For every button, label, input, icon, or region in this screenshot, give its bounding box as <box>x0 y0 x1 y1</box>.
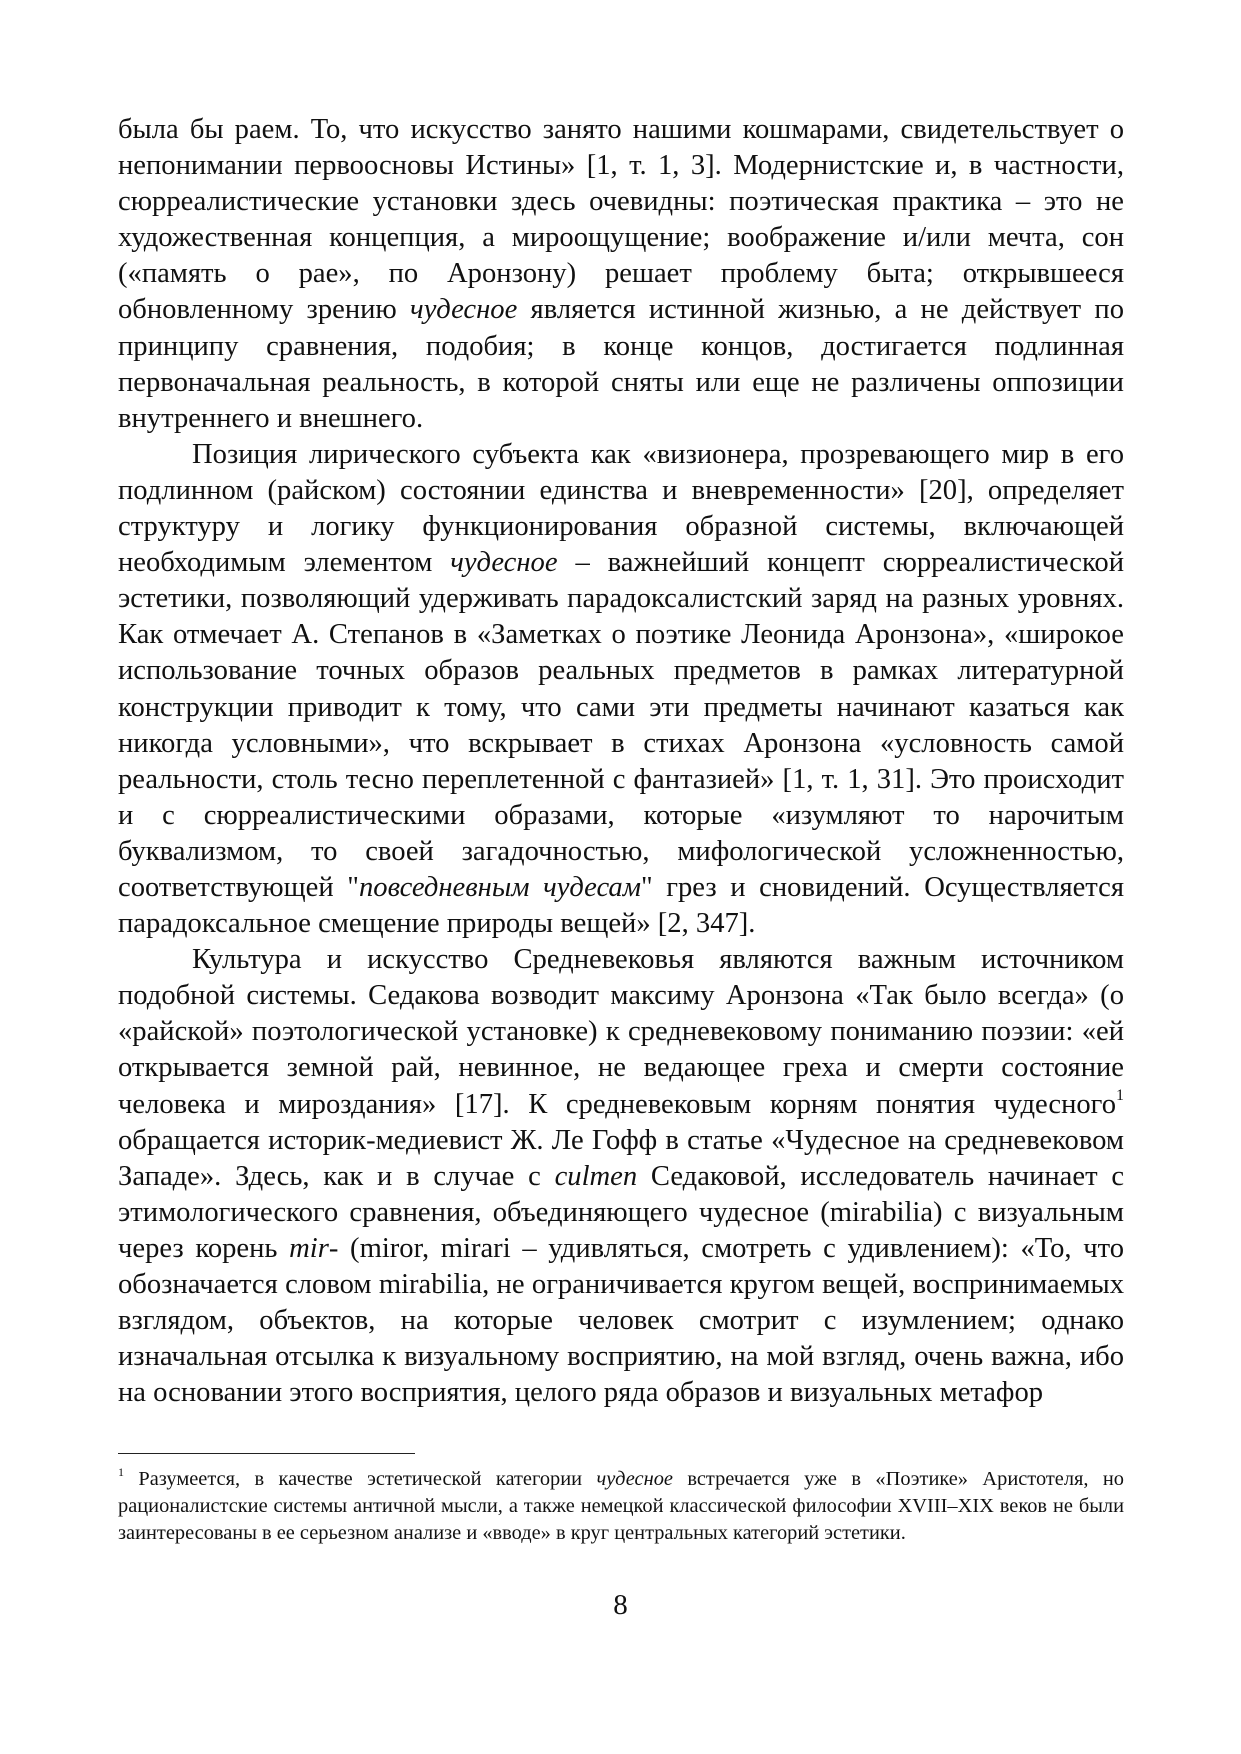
italic-term: чудесное <box>596 1468 673 1490</box>
text-run: " грез и сновидений. Осуществляется парадоксальное смещение природы вещей» [2, 347]. <box>118 871 1124 940</box>
text-run: Культура и искусство Средневековья являются важным источником подобной системы. Седакова возводит максиму Аронзона «Так было всегда» (о «райской» поэтологической установке) к средневековому пониманию поэзии: «ей открывается земной рай, невинное, не ведающее греха и смерти состояние человека и мироздания» [17]. К средневековым корням понятия чудесного <box>118 944 1124 1120</box>
italic-term: чудесное <box>450 547 558 579</box>
italic-term: mir <box>289 1232 329 1264</box>
text-run: - (miror, mirari – удивляться, смотреть с удивлением): «То, что обозначается словом mirabilia, не ограничивается кругом вещей, воспринимаемых взглядом, объектов, на которые человек смотрит с изумлением; однако изначальная отсылка к визуальному восприятию, на мой взгляд, очень важна, ибо на основании этого восприятия, целого ряда образов и визуальных метафор <box>118 1232 1124 1409</box>
text-run: обращается историк-медиевист Ж. Ле Гофф в статье «Чудесное на средневековом Западе». Здесь, как и в случае с <box>118 1124 1124 1192</box>
italic-term: culmen <box>554 1160 638 1192</box>
text-run: является истинной жизнью, а не действует по принципу сравнения, подобия; в конце концов, достигается подлинная первоначальная реальность, в которой сняты или еще не различены оппозиции внутреннего и внешнего. <box>118 294 1124 434</box>
paragraph <box>118 437 1124 942</box>
footnote <box>118 1466 1124 1547</box>
page-number: 8 <box>613 1589 628 1621</box>
main-text <box>118 112 1124 1411</box>
paragraph <box>118 942 1124 1411</box>
paragraph <box>118 112 1124 437</box>
text-run: Седаковой, исследователь начинает с этимологического сравнения, объединяющего чудесное (mirabilia) с визуальным через корень <box>118 1160 1125 1264</box>
text-run: Позиция лирического субъекта как «визионера, прозревающего мир в его подлинном (райском) состоянии единства и вневременности» [20], определяет структуру и логику функционирования образной системы, включающей необходимым элементом <box>118 438 1124 579</box>
footnote-number: 1 <box>118 1465 124 1480</box>
footnote-text: Разумеется, в качестве эстетической категории <box>124 1468 597 1490</box>
italic-term: повседневным чудесам <box>358 871 641 903</box>
text-run: была бы раем. То, что искусство занято нашими кошмарами, свидетельствует о непонимании первоосновы Истины» [1, т. 1, 3]. Модернистские и, в частности, сюрреалистические установки здесь очевидны: поэтическая практика – это не художественная концепция, а мироощущение; воображение и/или мечта, сон («память о рае», по Аронзону) решает проблему быта; открывшееся обновленному зрению <box>118 114 1124 326</box>
footnote-text: встречается уже в «Поэтике» Аристотеля, но рационалистские системы античной мысли, а также немецкой классической философии XVIII–XIX веков не были заинтересованы в ее серьезном анализе и «вводе» в круг центральных категорий эстетики. <box>118 1468 1124 1544</box>
italic-term: чудесное <box>410 294 518 326</box>
footnote-marker[interactable]: 1 <box>1116 1087 1124 1104</box>
text-run: – важнейший концепт сюрреалистической эстетики, позволяющий удерживать парадоксалистский заряд на разных уровнях. Как отмечает А. Степанов в «Заметках о поэтике Леонида Аронзона», «широкое использование точных образов реальных предметов в рамках литературной конструкции приводит к тому, что сами эти предметы начинают казаться как никогда условными», что вскрывает в стихах Аронзона «условность самой реальности, столь тесно переплетенной с фантазией» [1, т. 1, 31]. Это происходит и с сюрреалистическими образами, которые «изумляют то нарочитым буквализмом, то своей загадочностью, мифологической усложненностью, соответствующей " <box>118 547 1124 903</box>
footnote-separator <box>118 1453 415 1454</box>
